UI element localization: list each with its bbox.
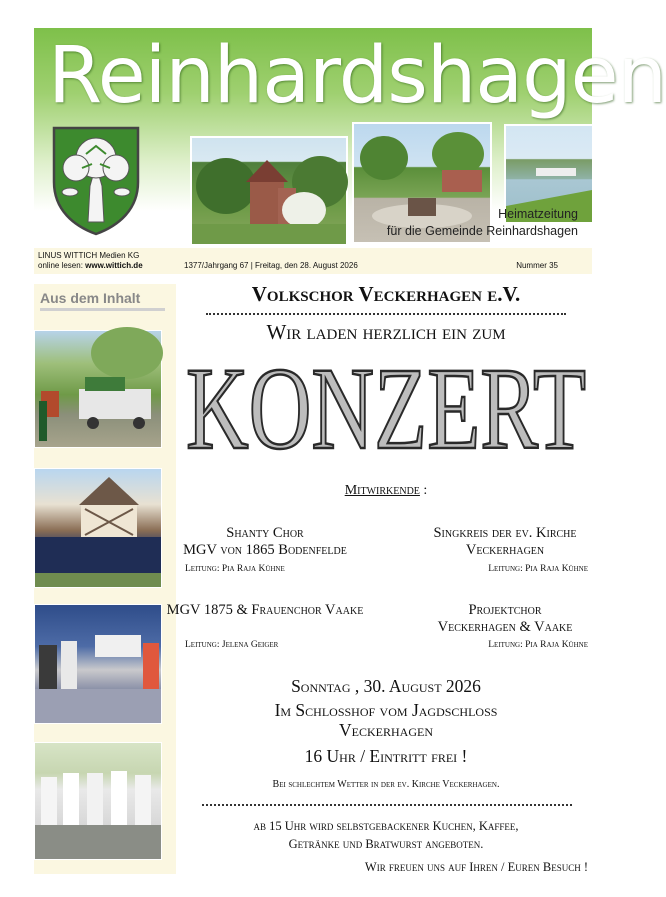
contents-sidebar	[34, 284, 176, 874]
catering-line-2: Getränke und Bratwurst angeboten.	[288, 837, 484, 851]
choir-projektchor	[405, 602, 605, 636]
photo-chapel	[190, 136, 348, 246]
choir-singkreis-veckerhagen	[405, 525, 605, 559]
choir-shanty-bodenfelde	[165, 525, 365, 559]
start-time-admission: 16 Uhr / Eintritt frei !	[304, 746, 468, 766]
publisher-name: LINUS WITTICH Medien KG	[38, 251, 140, 260]
konzert-text: KONZERT	[186, 343, 586, 474]
thumbnail-parade-float[interactable]	[34, 330, 162, 448]
choir-name-line-2: Veckerhagen	[465, 542, 545, 558]
thumbnail-group-photo[interactable]	[34, 468, 162, 588]
contents-heading: Aus dem Inhalt	[40, 290, 165, 311]
dotted-divider	[206, 313, 566, 315]
bad-weather-note: Bei schlechtem Wetter in der ev. Kirche Veckerhagen.	[272, 779, 500, 790]
issue-date: 1377/Jahrgang 67 | Freitag, den 28. August 2026	[184, 261, 358, 270]
online-label: online lesen:	[38, 261, 86, 270]
participants-colon: :	[419, 483, 428, 498]
online-url-link[interactable]: www.wittich.de	[85, 261, 143, 270]
thumbnail-team-photo[interactable]	[34, 742, 162, 860]
publisher-info	[38, 251, 143, 271]
municipal-crest-logo	[48, 124, 144, 236]
subtitle-line-1: Heimatzeitung	[498, 207, 578, 221]
issue-number: Nummer 35	[516, 261, 558, 270]
closing-greeting: Wir freuen uns auf Ihren / Euren Besuch !	[364, 860, 588, 874]
choir-leader: Leitung: Pia Raja Kühne	[488, 640, 588, 650]
choir-leader: Leitung: Pia Raja Kühne	[488, 564, 588, 574]
choir-name-line-2: MGV von 1865 Bodenfelde	[183, 542, 347, 558]
choir-name-line-1: Singkreis der ev. Kirche	[433, 525, 577, 541]
choir-leader: Leitung: Pia Raja Kühne	[185, 564, 285, 574]
participants-label: Mitwirkende	[344, 483, 420, 498]
konzert-headline	[180, 343, 592, 474]
venue-line-1: Im Schlosshof vom Jagdschloss	[274, 700, 498, 720]
choir-leader: Leitung: Jelena Geiger	[185, 640, 279, 650]
newspaper-subtitle	[387, 206, 578, 240]
participants-heading	[180, 483, 592, 499]
masthead	[34, 28, 666, 246]
invitation-line: Wir laden herzlich ein zum	[266, 320, 506, 344]
dotted-divider	[202, 804, 572, 806]
organizer-name: Volkschor Veckerhagen e.V.	[251, 282, 521, 306]
venue-line-2: Veckerhagen	[339, 720, 433, 740]
concert-date: Sonntag , 30. August 2026	[291, 676, 481, 696]
thumbnail-award-ceremony[interactable]	[34, 604, 162, 724]
newspaper-title: Reinhardshagen	[48, 31, 666, 121]
subtitle-line-2: für die Gemeinde Reinhardshagen	[386, 224, 578, 238]
choir-name-line-1: Shanty Chor	[226, 525, 304, 541]
choir-name-line-1: MGV 1875 & Frauenchor Vaake	[166, 602, 364, 618]
online-line	[38, 261, 143, 271]
choir-name-line-1: Projektchor	[468, 602, 542, 618]
choir-mgv-vaake	[165, 602, 365, 619]
catering-line-1: ab 15 Uhr wird selbstgebackener Kuchen, Kaffee,	[253, 819, 519, 833]
choir-name-line-2: Veckerhagen & Vaake	[437, 619, 573, 635]
issue-info-bar	[34, 248, 592, 274]
